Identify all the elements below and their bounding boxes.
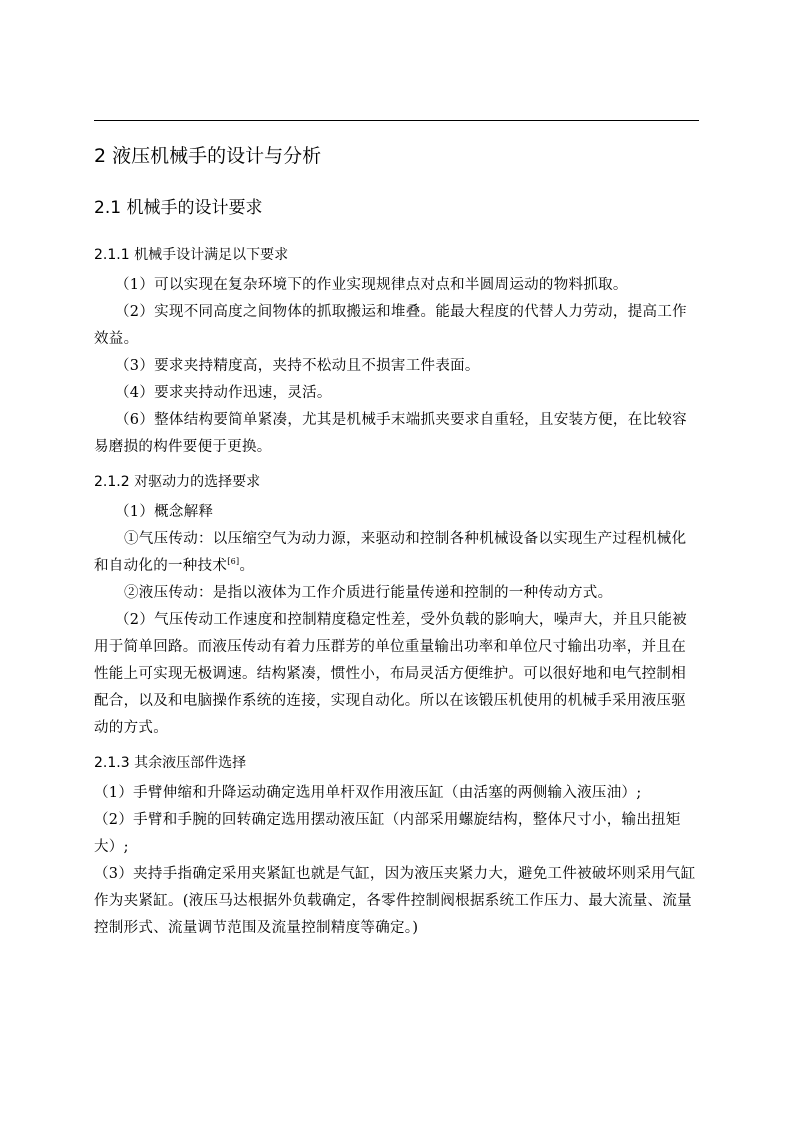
hydraulic-definition: ②液压传动：是指以液体为工作介质进行能量传递和控制的一种传动方式。 (124, 585, 613, 601)
component-item: （1）手臂伸缩和升降运动确定选用单杆双作用液压缸（由活塞的两侧输入液压油）; (94, 785, 642, 801)
requirement-item: （6）整体结构要简单紧凑，尤其是机械手末端抓夹要求自重轻，且安装方便，在比较容易磨损的构件要便于更换。 (94, 412, 687, 455)
component-item: （3）夹持手指确定采用夹紧缸也就是气缸，因为液压夹紧力大，避免工件被破坏则采用气缸作为夹紧缸。(液压马达根据外负载确定，各零件控制阀根据系统工作压力、最大流量、流量控制形式、流量调节范围及流量控制精度等确定。) (94, 866, 696, 936)
pneumatic-text: ①气压传动：以压缩空气为动力源，来驱动和控制各种机械设备以实现生产过程机械化和自动化的一种技术 (94, 531, 687, 574)
pneumatic-end: 。 (239, 558, 255, 574)
section-title: 2.1 机械手的设计要求 (94, 198, 263, 218)
requirement-item: （2）实现不同高度之间物体的抓取搬运和堆叠。能最大程度的代替人力劳动，提高工作效益。 (94, 304, 687, 347)
concept-label: （1）概念解释 (115, 504, 214, 520)
comparison-paragraph: （2）气压传动工作速度和控制精度稳定性差，受外负载的影响大，噪声大，并且只能被用于简单回路。而液压传动有着力压群芳的单位重量输出功率和单位尺寸输出功率，并且在性能上可实现无极调速。结构紧凑，惯性小，布局灵活方便维护。可以很好地和电气控制相配合，以及和电脑操作系统的连接，实现自动化。所以在该锻压机使用的机械手采用液压驱动的方式。 (94, 612, 687, 736)
subsection-title: 2.1.3 其余液压部件选择 (94, 755, 247, 771)
requirement-item: （4）要求夹持动作迅速，灵活。 (115, 385, 332, 401)
component-item: （2）手臂和手腕的回转确定选用摆动液压缸（内部采用螺旋结构，整体尺寸小，输出扭矩大）; (94, 812, 681, 855)
subsection-2-1-2 (94, 471, 699, 742)
header-rule (94, 120, 699, 121)
document-body (94, 143, 699, 952)
pneumatic-definition (94, 526, 699, 580)
citation: [6] (227, 557, 240, 567)
subsection-title: 2.1.1 机械手设计满足以下要求 (94, 247, 289, 263)
chapter-title: 2 液压机械手的设计与分析 (94, 145, 322, 167)
subsection-title: 2.1.2 对驱动力的选择要求 (94, 474, 261, 490)
subsection-2-1-1 (94, 244, 699, 461)
requirement-item: （3）要求夹持精度高，夹持不松动且不损害工件表面。 (115, 358, 480, 374)
subsection-2-1-3 (94, 752, 699, 942)
requirement-item: （1）可以实现在复杂环境下的作业实现规律点对点和半圆周运动的物料抓取。 (115, 277, 628, 293)
